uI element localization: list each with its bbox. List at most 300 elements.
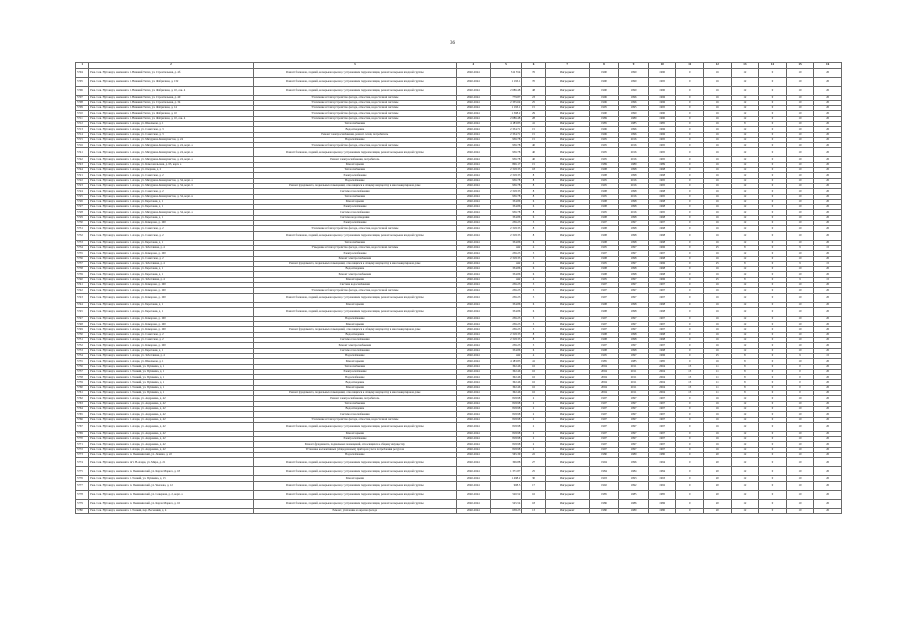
value-cell: 0 xyxy=(676,210,704,215)
row-number: 5743 xyxy=(76,162,89,167)
row-number: 5775 xyxy=(76,467,89,476)
value-cell: 20 xyxy=(814,173,842,178)
year-cell: 1990 xyxy=(619,86,649,95)
funding-type-cell: Ингредиент xyxy=(545,100,589,105)
value-cell: 20 xyxy=(704,490,732,499)
value-cell: 0 xyxy=(676,168,704,173)
value-cell: 8 xyxy=(731,391,759,396)
address-cell: Реж. Сев. Нутокнул, жилкомпл. г. Азарк, ул. Береговая, д. 1 xyxy=(89,215,253,220)
year-cell: 1995 xyxy=(589,106,619,111)
count-cell: 8 xyxy=(522,231,545,240)
row-number: 5740 xyxy=(76,277,89,282)
value-cell: 0 xyxy=(759,261,787,266)
work-type-cell: Водоснабжение xyxy=(253,316,456,321)
year-cell: 1998 xyxy=(589,199,619,204)
value-cell: 0 xyxy=(759,173,787,178)
period-cell: 2040-2044 xyxy=(456,261,490,266)
row-number: 5759 xyxy=(76,380,89,385)
value-cell: 20 xyxy=(814,77,842,86)
value-cell: 10 xyxy=(786,467,814,476)
year-cell: 1990 xyxy=(619,68,649,77)
year-cell: 1997 xyxy=(589,293,619,302)
value-cell: 10 xyxy=(786,95,814,100)
value-cell: 10 xyxy=(786,148,814,157)
value-cell: 10 xyxy=(786,68,814,77)
year-cell: 1997 xyxy=(648,288,676,293)
year-cell: 2004 xyxy=(589,369,619,374)
value-cell: 0 xyxy=(759,68,787,77)
value-cell: 10 xyxy=(786,116,814,121)
value-cell: 0 xyxy=(759,369,787,374)
value-cell: 16 xyxy=(704,332,732,337)
row-number: 5712 xyxy=(76,121,89,126)
value-cell: 20 xyxy=(814,116,842,121)
year-cell: 1995 xyxy=(648,106,676,111)
year-cell: 1997 xyxy=(648,437,676,442)
value-cell: 0 xyxy=(676,277,704,282)
count-cell: 6 xyxy=(522,267,545,272)
year-cell: 1986 xyxy=(589,499,619,508)
value-cell: 0 xyxy=(759,442,787,447)
value-cell: 15 xyxy=(814,261,842,266)
year-cell: 1998 xyxy=(619,267,649,272)
value-cell: 10 xyxy=(786,100,814,105)
value-cell: 12 xyxy=(731,106,759,111)
year-cell: 1997 xyxy=(589,431,619,436)
funding-type-cell: Ингредиент xyxy=(545,267,589,272)
value-cell: 12 xyxy=(731,412,759,417)
cost-cell: 302.46 xyxy=(490,380,522,385)
year-cell: 2004 xyxy=(589,375,619,380)
value-cell: 16 xyxy=(704,288,732,293)
year-cell: 1997 xyxy=(589,288,619,293)
value-cell: 10 xyxy=(786,267,814,272)
funding-type-cell: Ингредиент xyxy=(545,210,589,215)
year-cell: 1997 xyxy=(619,401,649,406)
year-cell: 1997 xyxy=(619,343,649,348)
year-cell: 1990 xyxy=(648,111,676,116)
year-cell: 2011 xyxy=(619,385,649,390)
value-cell: 10 xyxy=(786,453,814,458)
year-cell: 2004 xyxy=(589,385,619,390)
column-header: 7 xyxy=(545,63,589,69)
year-cell: 2016 xyxy=(619,178,649,183)
year-cell: 1990 xyxy=(619,77,649,86)
work-type-cell: Водоснабжение xyxy=(253,178,456,183)
year-cell: 2016 xyxy=(619,210,649,215)
work-type-cell: Ремонт электроснабжения, потребитель xyxy=(253,157,456,162)
value-cell: 16 xyxy=(704,127,732,132)
count-cell: 18 xyxy=(522,168,545,173)
work-type-cell: Теплоснабжение xyxy=(253,194,456,199)
period-cell: 2040-2044 xyxy=(456,132,490,137)
address-cell: Реж. Сев. Нутокнул, жилкомпл. г. Азарк, ул. Мичурина-Коммунистов, д. 34, корп. а xyxy=(89,210,253,215)
value-cell: 10 xyxy=(786,221,814,226)
address-cell: Реж. Сев. Нутокнул, жилкомпл. г. Азарк, ул. Заботливая, д. 4 xyxy=(89,261,253,266)
year-cell: 1985 xyxy=(589,121,619,126)
value-cell: 0 xyxy=(676,240,704,245)
work-type-cell: Электроснабжение xyxy=(253,251,456,256)
year-cell: 1998 xyxy=(619,189,649,194)
year-cell: 1985 xyxy=(648,490,676,499)
column-header: 16 xyxy=(814,63,842,69)
value-cell: 12 xyxy=(731,178,759,183)
value-cell: 15 xyxy=(676,380,704,385)
row-number: 5704 xyxy=(76,68,89,77)
year-cell: 1998 xyxy=(619,215,649,220)
column-header: 10 xyxy=(648,63,676,69)
year-cell: 1998 xyxy=(619,272,649,277)
value-cell: 20 xyxy=(814,148,842,157)
value-cell: 20 xyxy=(814,111,842,116)
column-header: 1 xyxy=(76,63,89,69)
value-cell: 20 xyxy=(814,251,842,256)
value-cell: 12 xyxy=(731,437,759,442)
year-cell: 1997 xyxy=(619,288,649,293)
address-cell: Реж. Сев. Нутокнул, жилкомпл. г. Азарк, ул. Советская, д. 2 xyxy=(89,338,253,343)
value-cell: 0 xyxy=(759,476,787,481)
period-cell: 2040-2044 xyxy=(456,442,490,447)
value-cell: 20 xyxy=(704,499,732,508)
period-cell: 2040-2044 xyxy=(456,359,490,364)
value-cell: 0 xyxy=(759,391,787,396)
cost-cell: 334.86 xyxy=(490,205,522,210)
value-cell: 16 xyxy=(704,162,732,167)
year-cell: 1997 xyxy=(619,293,649,302)
period-cell: 2040-2044 xyxy=(456,116,490,121)
cost-cell: 638.23 xyxy=(490,508,522,513)
year-cell: 1992 xyxy=(648,481,676,490)
cost-cell: 2 318.33 xyxy=(490,173,522,178)
funding-type-cell: Ингредиент xyxy=(545,245,589,250)
value-cell: 0 xyxy=(676,272,704,277)
cost-cell: 908.5 xyxy=(490,481,522,490)
value-cell: 16 xyxy=(704,116,732,121)
year-cell: 1990 xyxy=(589,86,619,95)
value-cell: 10 xyxy=(786,476,814,481)
work-type-cell: Теплоснабжение xyxy=(253,364,456,369)
value-cell: 0 xyxy=(676,481,704,490)
period-cell: 2040-2044 xyxy=(456,332,490,337)
address-cell: Реж. Сев. Нутокнул, жилкомпл. г. Нижний Тагил, ул. Фабричная, д. 10, сек. 4 xyxy=(89,86,253,95)
year-cell: 1998 xyxy=(648,307,676,316)
value-cell: 16 xyxy=(704,343,732,348)
year-cell: 1997 xyxy=(589,406,619,411)
work-type-cell: Утепление и благоустройство фасада, отмостки, водосточной системы xyxy=(253,100,456,105)
cost-cell: 2 318.33 xyxy=(490,332,522,337)
work-type-cell: Система газоснабжения xyxy=(253,338,456,343)
count-cell: 2 xyxy=(522,412,545,417)
value-cell: 20 xyxy=(814,95,842,100)
value-cell: 0 xyxy=(759,307,787,316)
row-number: 5773 xyxy=(76,453,89,458)
value-cell: 0 xyxy=(786,391,814,396)
value-cell: 12 xyxy=(731,283,759,288)
table-row xyxy=(76,490,842,499)
value-cell: 8 xyxy=(731,261,759,266)
value-cell: 0 xyxy=(676,406,704,411)
cost-cell: 256.23 xyxy=(490,288,522,293)
year-cell: 1995 xyxy=(589,353,619,358)
count-cell: 13 xyxy=(522,508,545,513)
value-cell: 12 xyxy=(731,183,759,188)
funding-type-cell: Ингредиент xyxy=(545,68,589,77)
year-cell: 1997 xyxy=(589,283,619,288)
cost-cell: 818.98 xyxy=(490,412,522,417)
value-cell: 12 xyxy=(731,194,759,199)
year-cell: 1995 xyxy=(648,77,676,86)
value-cell: 20 xyxy=(814,307,842,316)
funding-type-cell: Ингредиент xyxy=(545,401,589,406)
table-row xyxy=(76,293,842,302)
year-cell: 1997 xyxy=(619,277,649,282)
cost-cell: 956.78 xyxy=(490,143,522,148)
row-number: 5762 xyxy=(76,396,89,401)
row-number: 5734 xyxy=(76,245,89,250)
value-cell: 20 xyxy=(814,178,842,183)
value-cell: 16 xyxy=(704,327,732,332)
row-number: 5767 xyxy=(76,422,89,431)
year-cell: 1992 xyxy=(619,481,649,490)
value-cell: 0 xyxy=(759,375,787,380)
cost-cell: 818.98 xyxy=(490,406,522,411)
value-cell: 15 xyxy=(814,277,842,282)
work-type-cell: Ремонт электроснабжения, ремонт сетей, потребитель xyxy=(253,132,456,137)
value-cell: 20 xyxy=(704,458,732,467)
value-cell: 0 xyxy=(676,307,704,316)
value-cell: 20 xyxy=(814,338,842,343)
year-cell: 1995 xyxy=(589,277,619,282)
row-number: 5763 xyxy=(76,401,89,406)
value-cell: 15 xyxy=(676,369,704,374)
work-type-cell: Электроснабжение xyxy=(253,221,456,226)
funding-type-cell: Ингредиент xyxy=(545,391,589,396)
value-cell: 20 xyxy=(704,508,732,513)
value-cell: 8 xyxy=(731,121,759,126)
year-cell: 1998 xyxy=(589,272,619,277)
value-cell: 0 xyxy=(676,111,704,116)
value-cell: 12 xyxy=(731,143,759,148)
period-cell: 2040-2044 xyxy=(456,215,490,220)
address-cell: Реж. Сев. Нутокнул, жилкомпл. г. Азарк, ул. Комарова, д. 100 xyxy=(89,322,253,327)
work-type-cell: Утепление и благоустройство фасада, отмостки, водосточной системы xyxy=(253,143,456,148)
value-cell: 0 xyxy=(759,499,787,508)
row-number: 5755 xyxy=(76,359,89,364)
address-cell: Реж. Сев. Нутокнул, жилкомпл. г. Азарк, ул. Андреевка, д. 42 xyxy=(89,447,253,452)
period-cell: 2040-2044 xyxy=(456,353,490,358)
row-number: 5721 xyxy=(76,173,89,178)
period-cell: 2040-2044 xyxy=(456,391,490,396)
value-cell: 8 xyxy=(731,369,759,374)
value-cell: 0 xyxy=(759,231,787,240)
value-cell: 16 xyxy=(704,401,732,406)
year-cell: 1997 xyxy=(589,327,619,332)
value-cell: 0 xyxy=(759,422,787,431)
year-cell: 1998 xyxy=(648,168,676,173)
row-number: 5771 xyxy=(76,442,89,447)
funding-type-cell: Ингредиент xyxy=(545,375,589,380)
count-cell: 22 xyxy=(522,453,545,458)
value-cell: 20 xyxy=(814,194,842,199)
year-cell: 1986 xyxy=(648,499,676,508)
value-cell: 16 xyxy=(704,431,732,436)
value-cell: 12 xyxy=(731,490,759,499)
address-cell: Реж. Сев. Нутокнул, жилкомпл. г. Азарк, ул. Береговая, д. 1 xyxy=(89,307,253,316)
value-cell: 12 xyxy=(731,343,759,348)
count-cell: 40 xyxy=(522,143,545,148)
address-cell: Реж. Сев. Нутокнул, жилкомпл. г. Азарк, ул. Мичурина-Коммунистов, д. 34, корп. в xyxy=(89,194,253,199)
row-number: 5747 xyxy=(76,316,89,321)
value-cell: 0 xyxy=(759,251,787,256)
value-cell: 0 xyxy=(759,322,787,327)
value-cell: 10 xyxy=(786,86,814,95)
value-cell: 20 xyxy=(814,481,842,490)
year-cell: 1998 xyxy=(589,189,619,194)
count-cell: 5 xyxy=(522,221,545,226)
year-cell: 1990 xyxy=(589,68,619,77)
value-cell: 0 xyxy=(759,458,787,467)
value-cell: 16 xyxy=(704,194,732,199)
value-cell: 10 xyxy=(786,288,814,293)
value-cell: 0 xyxy=(759,183,787,188)
value-cell: 16 xyxy=(704,178,732,183)
value-cell: 10 xyxy=(786,272,814,277)
value-cell: 10 xyxy=(786,111,814,116)
address-cell: Реж. Сев. Нутокнул, жилкомпл. г. Азарк, ул. Береговая, д. 1 xyxy=(89,267,253,272)
funding-type-cell: Ингредиент xyxy=(545,199,589,204)
year-cell: 1998 xyxy=(619,338,649,343)
value-cell: 0 xyxy=(759,95,787,100)
value-cell: 10 xyxy=(786,178,814,183)
cost-cell: 256.23 xyxy=(490,316,522,321)
funding-type-cell: Ингредиент xyxy=(545,86,589,95)
column-header: 15 xyxy=(786,63,814,69)
value-cell: 12 xyxy=(731,116,759,121)
value-cell: 16 xyxy=(704,210,732,215)
value-cell: 0 xyxy=(759,385,787,390)
value-cell: 10 xyxy=(786,499,814,508)
period-cell: 2040-2044 xyxy=(456,205,490,210)
year-cell: 1989 xyxy=(619,162,649,167)
value-cell: 20 xyxy=(814,121,842,126)
period-cell: 2040-2044 xyxy=(456,100,490,105)
work-type-cell: Ремонт электроснабжения xyxy=(253,272,456,277)
period-cell: 2040-2044 xyxy=(456,348,490,353)
value-cell: 20 xyxy=(814,168,842,173)
year-cell: 1997 xyxy=(619,283,649,288)
count-cell: 15 xyxy=(522,127,545,132)
value-cell: 10 xyxy=(786,106,814,111)
year-cell: 1998 xyxy=(619,231,649,240)
value-cell: 0 xyxy=(676,283,704,288)
value-cell: 16 xyxy=(704,226,732,231)
cost-cell: 956.78 xyxy=(490,183,522,188)
count-cell: 6 xyxy=(522,348,545,353)
funding-type-cell: Ингредиент xyxy=(545,458,589,467)
address-cell: Реж. Сев. Нутокнул, жилкомпл. г. Азарк, ул. Мичурина-Коммунистов, д. 34, корп. б xyxy=(89,183,253,188)
cost-cell: 256.23 xyxy=(490,221,522,226)
value-cell: 20 xyxy=(814,406,842,411)
value-cell: 0 xyxy=(759,137,787,142)
year-cell: 1997 xyxy=(589,322,619,327)
value-cell: 12 xyxy=(731,173,759,178)
funding-type-cell: Ингредиент xyxy=(545,157,589,162)
work-type-cell: Ремонт фундамента, подвальных помещений, относящихся к общему имуществу в многоквартирном доме xyxy=(253,327,456,332)
value-cell: 16 xyxy=(704,396,732,401)
year-cell: 1990 xyxy=(589,111,619,116)
year-cell: 1995 xyxy=(589,178,619,183)
period-cell: 2040-2044 xyxy=(456,490,490,499)
value-cell: 0 xyxy=(759,431,787,436)
year-cell: 1997 xyxy=(619,422,649,431)
value-cell: 0 xyxy=(676,221,704,226)
funding-type-cell: Ингредиент xyxy=(545,316,589,321)
work-type-cell: Водоснабжение xyxy=(253,453,456,458)
cost-cell: 956.78 xyxy=(490,148,522,157)
value-cell: 0 xyxy=(676,348,704,353)
row-number: 5751 xyxy=(76,338,89,343)
value-cell: 10 xyxy=(786,231,814,240)
funding-type-cell: Ингредиент xyxy=(545,256,589,261)
address-cell: Реж. Сев. Нутокнул, жилкомпл. г. Азарк, ул. Мичурина-Коммунистов, д. 24 xyxy=(89,137,253,142)
count-cell: 4 xyxy=(522,261,545,266)
year-cell: 2004 xyxy=(648,385,676,390)
period-cell: 2040-2044 xyxy=(456,369,490,374)
year-cell: 1984 xyxy=(619,467,649,476)
row-number: 5764 xyxy=(76,406,89,411)
year-cell: 1998 xyxy=(589,338,619,343)
year-cell: 1990 xyxy=(589,77,619,86)
value-cell: 20 xyxy=(704,476,732,481)
work-type-cell: Ремонт крыши xyxy=(253,359,456,364)
funding-type-cell: Ингредиент xyxy=(545,137,589,142)
row-number: 5726 xyxy=(76,199,89,204)
year-cell: 1995 xyxy=(589,157,619,162)
cost-cell: 2 318.33 xyxy=(490,231,522,240)
cost-cell: 2 335.64 xyxy=(490,100,522,105)
work-type-cell: Система водоснабжения xyxy=(253,283,456,288)
value-cell: 0 xyxy=(676,95,704,100)
funding-type-cell: Ингредиент xyxy=(545,272,589,277)
count-cell: 25 xyxy=(522,467,545,476)
value-cell: 11 xyxy=(704,385,732,390)
value-cell: 12 xyxy=(731,157,759,162)
address-cell: Реж. Сев. Нутокнул, жилкомпл. г. Азарк, ул. Комарова, д. 100 xyxy=(89,251,253,256)
value-cell: 12 xyxy=(731,162,759,167)
value-cell: 12 xyxy=(731,417,759,422)
work-type-cell: Ремонт крыши xyxy=(253,322,456,327)
value-cell: 10 xyxy=(786,401,814,406)
year-cell: 1996 xyxy=(648,127,676,132)
value-cell: 0 xyxy=(676,316,704,321)
column-header: 8 xyxy=(589,63,619,69)
value-cell: 16 xyxy=(704,307,732,316)
value-cell: 16 xyxy=(704,168,732,173)
funding-type-cell: Ингредиент xyxy=(545,251,589,256)
year-cell: 1994 xyxy=(589,458,619,467)
value-cell: 16 xyxy=(704,316,732,321)
value-cell: 15 xyxy=(676,391,704,396)
funding-type-cell: Ингредиент xyxy=(545,288,589,293)
value-cell: 20 xyxy=(814,137,842,142)
value-cell: 11 xyxy=(704,364,732,369)
value-cell: 0 xyxy=(676,121,704,126)
address-cell: Реж. Сев. Нутокнул, жилкомпл. г. Азарк, ул. Советская, д. 2 xyxy=(89,189,253,194)
cost-cell: 2 318.33 xyxy=(490,226,522,231)
year-cell: 1998 xyxy=(589,205,619,210)
value-cell: 16 xyxy=(704,302,732,307)
address-cell: Реж. Сев. Нутокнул, жилкомпл. г. Азарк, ул. Советская, д. 2 xyxy=(89,332,253,337)
